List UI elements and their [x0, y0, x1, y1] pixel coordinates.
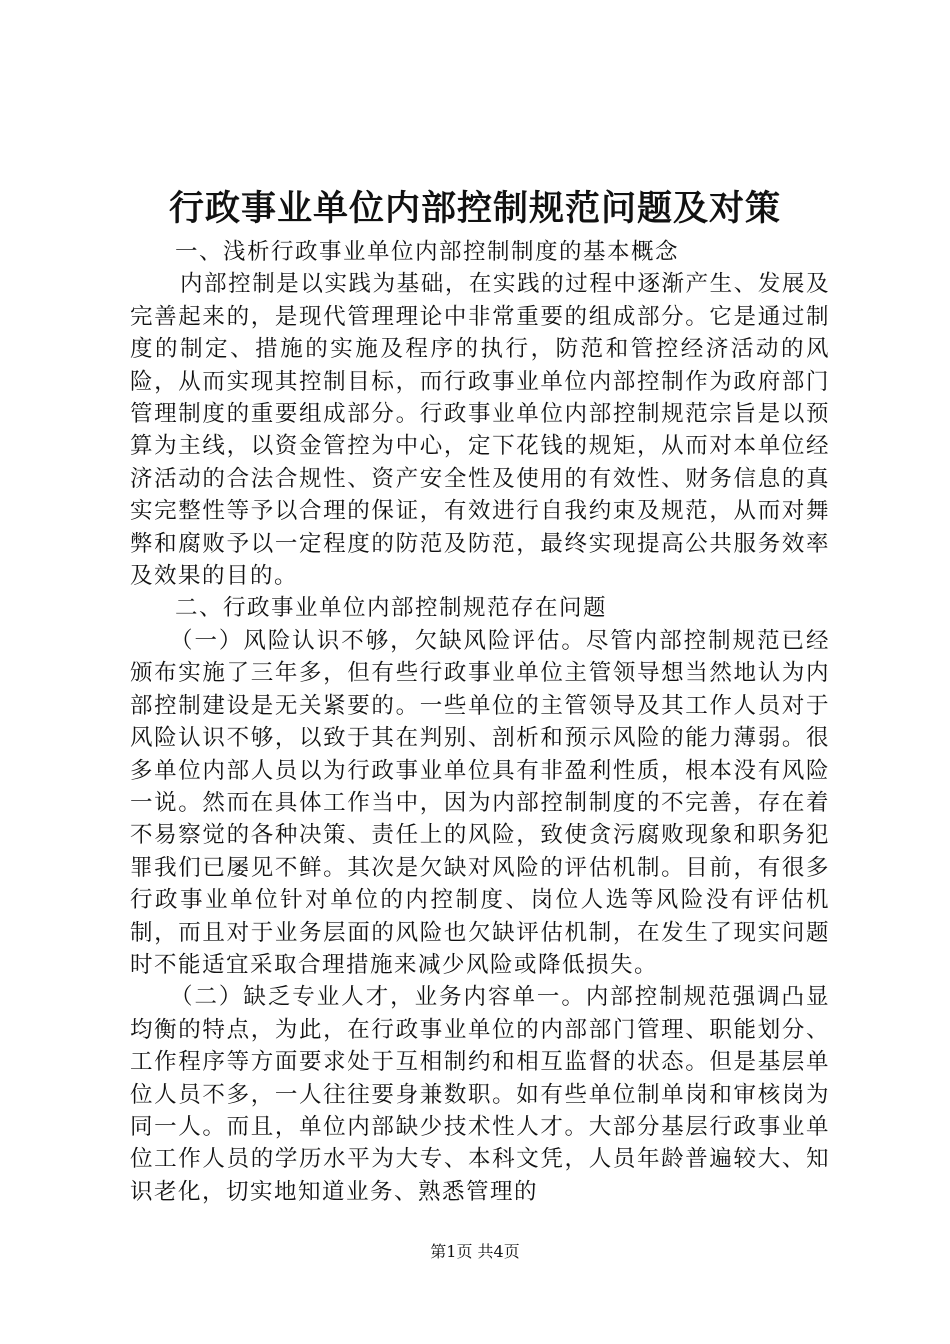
document-title: 行政事业单位内部控制规范问题及对策: [168, 188, 781, 229]
section-1-paragraph: 内部控制是以实践为基础，在实践的过程中逐渐产生、发展及完善起来的，是现代管理理论中非常重要的组成部分。它是通过制度的制定、措施的实施及程序的执行，防范和管控经济活动的风险，从而实现其控制目标，而行政事业单位内部控制作为政府部门管理制度的重要组成部分。行政事业单位内部控制规范宗旨是以预算为主线，以资金管控为中心，定下花钱的规矩，从而对本单位经济活动的合法合规性、资产安全性及使用的有效性、财务信息的真实完整性等予以合理的保证，有效进行自我约束及规范，从而对舞弊和腐败予以一定程度的防范及防范，最终实现提高公共服务效率及效果的目的。: [130, 271, 830, 590]
page-number-footer: 第1页 共4页: [430, 1242, 520, 1261]
document-body: [130, 236, 830, 1208]
section-1-heading: 一、浅析行政事业单位内部控制制度的基本概念: [175, 239, 680, 265]
section-2-item-1: （一）风险认识不够，欠缺风险评估。尽管内部控制规范已经颁布实施了三年多，但有些行政事业单位主管领导想当然地认为内部控制建设是无关紧要的。一些单位的主管领导及其工作人员对于风险认识不够，以致于其在判别、剖析和预示风险的能力薄弱。很多单位内部人员以为行政事业单位具有非盈利性质，根本没有风险一说。然而在具体工作当中，因为内部控制制度的不完善，存在着不易察觉的各种决策、责任上的风险，致使贪污腐败现象和职务犯罪我们已屡见不鲜。其次是欠缺对风险的评估机制。目前，有很多行政事业单位针对单位的内控制度、岗位人选等风险没有评估机制，而且对于业务层面的风险也欠缺评估机制，在发生了现实问题时不能适宜采取合理措施来减少风险或降低损失。: [130, 627, 830, 978]
section-2-item-2: （二）缺乏专业人才，业务内容单一。内部控制规范强调凸显均衡的特点，为此，在行政事业单位的内部部门管理、职能划分、工作程序等方面要求处于互相制约和相互监督的状态。但是基层单位人员不多，一人往往要身兼数职。如有些单位制单岗和审核岗为同一人。而且，单位内部缺少技术性人才。大部分基层行政事业单位工作人员的学历水平为大专、本科文凭，人员年龄普遍较大、知识老化，切实地知道业务、熟悉管理的: [130, 984, 830, 1205]
section-2-heading: 二、行政事业单位内部控制规范存在问题: [175, 595, 608, 622]
